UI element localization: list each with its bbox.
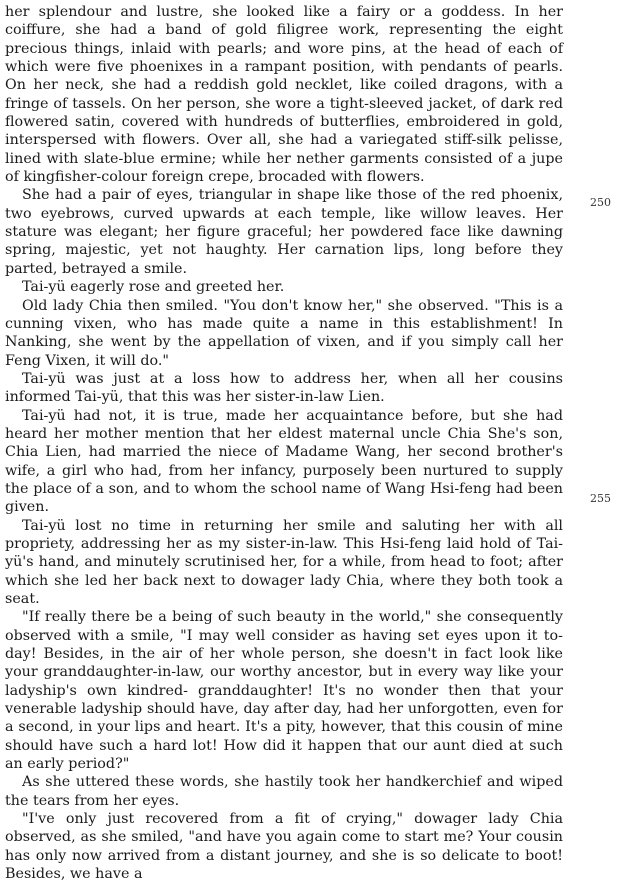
paragraph: Tai-yü was just at a loss how to address her, when all her cousins informed Tai-yü, that this was her sister-in-law Lien. [5, 370, 563, 406]
paragraph: As she uttered these words, she hastily took her handkerchief and wiped the tears from her eyes. [5, 774, 563, 809]
paragraph: her splendour and lustre, she looked like a fairy or a goddess. In her coiffure, she had a band of gold filigree work, representing the eight precious things, inlaid with pearls; and wore pins, at the head of each of which were five phoenixes in a rampant position, with pendants of pearls. On her neck, she had a reddish gold necklet, like coiled dragons, with a fringe of tassels. On her person, she wore a tight-sleeved jacket, of dark red flowered satin, covered with hundreds of butterflies, embroidered in gold, interspersed with flowers. Over all, she had a variegated stiff-silk pelisse, lined with slate-blue ermine; while her nether garments consisted of a jupe of kingfisher-colour foreign crepe, brocaded with flowers. [5, 4, 563, 186]
paragraph: Tai-yü lost no time in returning her smile and saluting her with all propriety, addressing her as my sister-in-law. This Hsi-feng laid hold of Tai-yü's hand, and minutely scrutinised her, for a while, from head to foot; after which she led her back next to dowager lady Chia, where they both took a seat. [5, 517, 563, 607]
line-number-marker: 250 [590, 196, 611, 209]
text-column [5, 3, 563, 884]
paragraph: "I've only just recovered from a fit of crying," dowager lady Chia observed, as she smiled, "and have you again come to start me? Your cousin has only now arrived from a distant journey, and she is so delicate to boot! Besides, we have a [5, 811, 563, 883]
line-number-marker: 255 [590, 492, 611, 505]
paragraph: She had a pair of eyes, triangular in shape like those of the red phoenix, two eyebrows, curved upwards at each temple, like willow leaves. Her stature was elegant; her figure graceful; her powdered face like dawning spring, majestic, yet not haughty. Her carnation lips, long before they parted, betrayed a smile. [5, 187, 563, 277]
paragraph: Old lady Chia then smiled. "You don't know her," she observed. "This is a cunning vixen, who has made quite a name in this establishment! In Nanking, she went by the appellation of vixen, and if you simply call her Feng Vixen, it will do." [5, 297, 563, 369]
paragraph: "If really there be a being of such beauty in the world," she consequently observed with a smile, "I may well consider as having set eyes upon it to-day! Besides, in the air of her whole person, she doesn't in fact look like your granddaughter-in-law, our worthy ancestor, but in every way like your ladyship's own kindred- granddaughter! It's no wonder then that your venerable ladyship should have, day after day, had her unforgotten, even for a second, in your lips and heart. It's a pity, however, that this cousin of mine should have such a hard lot! How did it happen that our aunt died at such an early period?" [5, 609, 563, 773]
paragraph: Tai-yü had not, it is true, made her acquaintance before, but she had heard her mother mention that her eldest maternal uncle Chia She's son, Chia Lien, had married the niece of Madame Wang, her second brother's wife, a girl who had, from her infancy, purposely been nurtured to supply the place of a son, and to whom the school name of Wang Hsi-feng had been given. [5, 407, 563, 516]
paragraph: Tai-yü eagerly rose and greeted her. [22, 279, 285, 296]
